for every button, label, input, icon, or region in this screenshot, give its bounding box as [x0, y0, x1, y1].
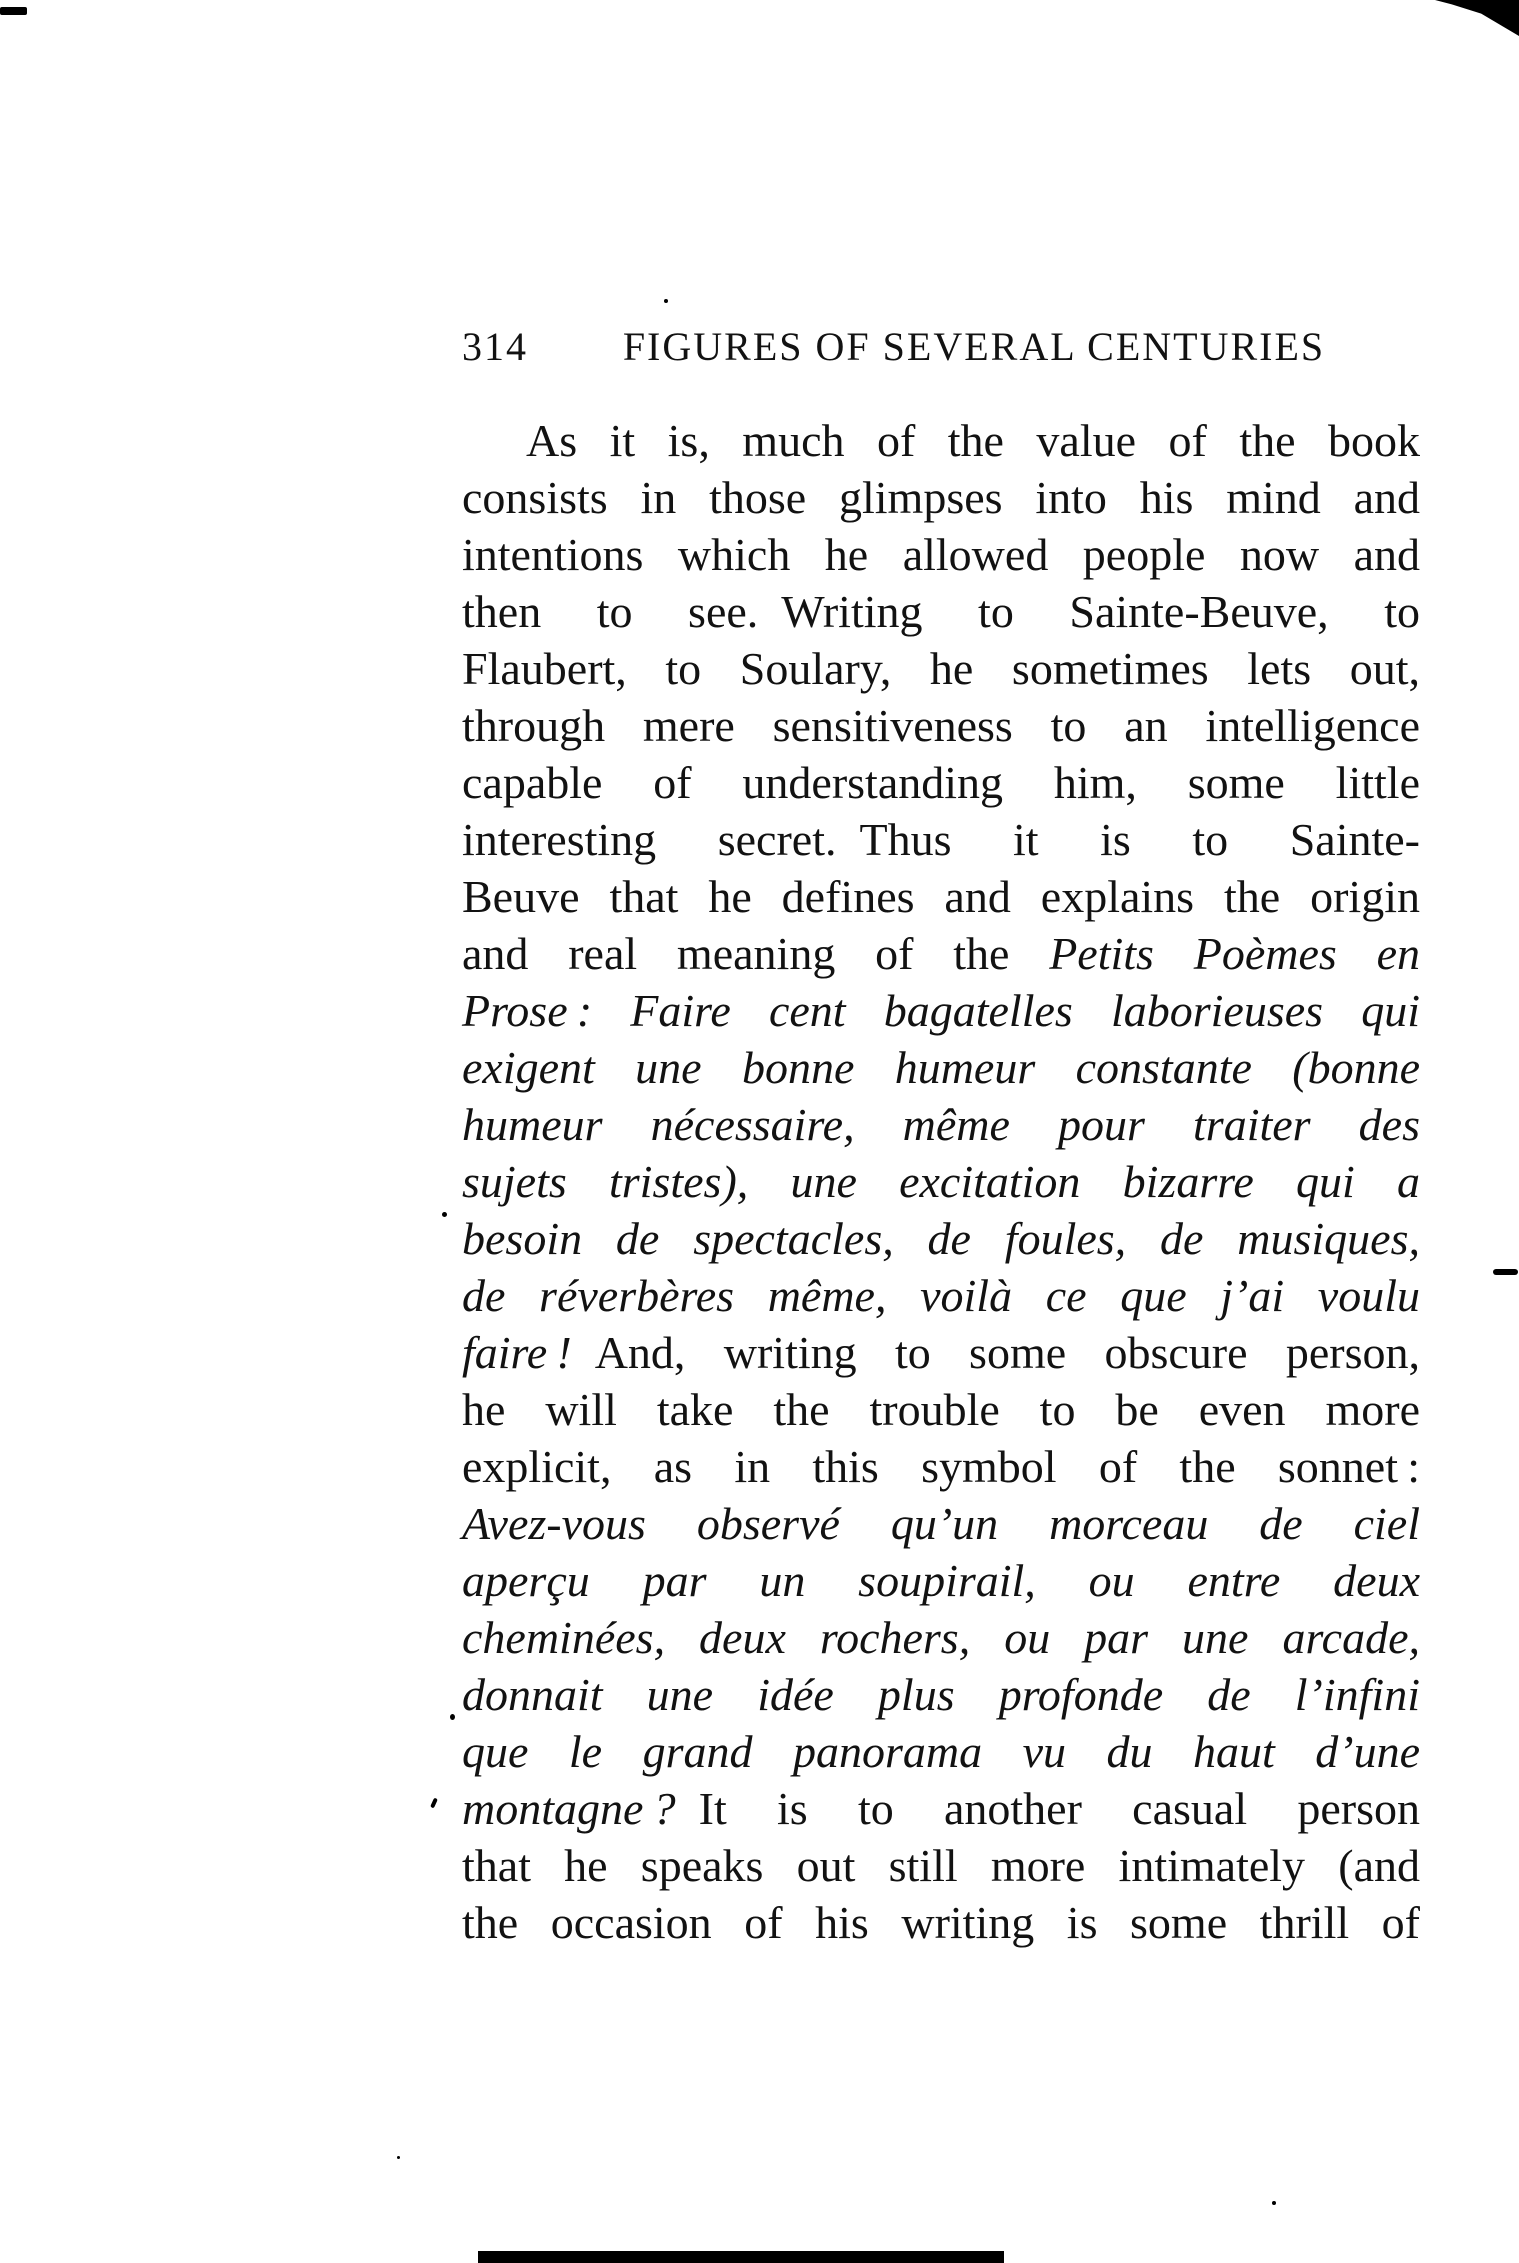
scan-artifact-corner-shadow [1435, 0, 1519, 36]
text-line [462, 1780, 1420, 1837]
text-line [462, 1267, 1420, 1324]
text-line [462, 982, 1420, 1039]
text-segment-italic: faire ! [462, 1327, 572, 1378]
text-line [462, 583, 1420, 640]
text-line [462, 1495, 1420, 1552]
text-segment-italic: de réverbères même, voilà ce que j’ai voulu [462, 1270, 1420, 1321]
body-paragraph [462, 412, 1420, 1951]
text-segment-roman: Flaubert, to Soulary, he sometimes lets out, [462, 643, 1420, 694]
text-segment-italic: exigent une bonne humeur constante (bonne [462, 1042, 1420, 1093]
text-segment-roman: that he speaks out still more intimately (and [462, 1840, 1420, 1891]
scan-artifact-top-left-dash [0, 7, 27, 15]
text-line [462, 412, 1420, 469]
text-segment-roman: the occasion of his writing is some thrill of [462, 1897, 1420, 1948]
text-segment-italic: cheminées, deux rochers, ou par une arcade, [462, 1612, 1420, 1663]
text-segment-italic: humeur nécessaire, même pour traiter des [462, 1099, 1420, 1150]
text-line [462, 1723, 1420, 1780]
text-line [462, 1894, 1420, 1951]
text-segment-italic: donnait une idée plus profonde de l’infini [462, 1669, 1420, 1720]
text-line [462, 526, 1420, 583]
text-line [462, 1438, 1420, 1495]
text-segment-roman: It is to another casual person [675, 1783, 1420, 1834]
scan-speck [450, 1714, 455, 1720]
text-segment-roman: capable of understanding him, some little [462, 757, 1420, 808]
text-segment-roman: intentions which he allowed people now and [462, 529, 1420, 580]
text-line [462, 1552, 1420, 1609]
text-segment-roman: interesting secret. Thus it is to Sainte- [462, 814, 1420, 865]
scan-speck [430, 1798, 438, 1809]
scan-artifact-right-dash [1493, 1269, 1518, 1275]
text-segment-italic: aperçu par un soupirail, ou entre deux [462, 1555, 1420, 1606]
text-line [462, 811, 1420, 868]
text-segment-roman: And, writing to some obscure person, [571, 1327, 1420, 1378]
text-line [462, 1096, 1420, 1153]
text-line [462, 925, 1420, 982]
text-segment-italic: Prose : Faire cent bagatelles laborieuses qui [462, 985, 1420, 1036]
text-segment-roman: Beuve that he defines and explains the origin [462, 871, 1420, 922]
text-line [462, 1666, 1420, 1723]
text-segment-italic: que le grand panorama vu du haut d’une [462, 1726, 1420, 1777]
text-segment-italic: Avez-vous observé qu’un morceau de ciel [462, 1498, 1420, 1549]
scan-speck [397, 2156, 400, 2159]
text-line [462, 1153, 1420, 1210]
text-segment-italic: Petits Poèmes en [1049, 928, 1421, 979]
text-line [462, 754, 1420, 811]
scan-artifact-bottom-bar [478, 2251, 1004, 2263]
text-segment-roman: he will take the trouble to be even more [462, 1384, 1420, 1435]
text-line [462, 1837, 1420, 1894]
text-line [462, 1324, 1420, 1381]
text-line [462, 1039, 1420, 1096]
text-segment-roman: explicit, as in this symbol of the sonnet : [462, 1441, 1420, 1492]
page-number: 314 [462, 324, 528, 369]
scan-speck [442, 1212, 447, 1217]
text-line [462, 868, 1420, 925]
text-segment-roman: through mere sensitiveness to an intelligence [462, 700, 1420, 751]
text-segment-italic: besoin de spectacles, de foules, de musiques, [462, 1213, 1420, 1264]
text-line [462, 469, 1420, 526]
scan-speck [664, 299, 668, 303]
text-line [462, 1381, 1420, 1438]
text-line [462, 697, 1420, 754]
running-title: FIGURES OF SEVERAL CENTURIES [622, 324, 1326, 369]
text-segment-roman: then to see. Writing to Sainte-Beuve, to [462, 586, 1420, 637]
scan-speck [1272, 2201, 1276, 2205]
text-segment-roman: As it is, much of the value of the book [526, 415, 1420, 466]
text-segment-roman: and real meaning of the [462, 928, 1050, 979]
text-line [462, 1210, 1420, 1267]
text-line [462, 640, 1420, 697]
text-segment-roman: consists in those glimpses into his mind and [462, 472, 1420, 523]
page-header [462, 324, 1420, 370]
text-segment-italic: montagne ? [462, 1783, 676, 1834]
text-line [462, 1609, 1420, 1666]
text-segment-italic: sujets tristes), une excitation bizarre qui a [462, 1156, 1420, 1207]
